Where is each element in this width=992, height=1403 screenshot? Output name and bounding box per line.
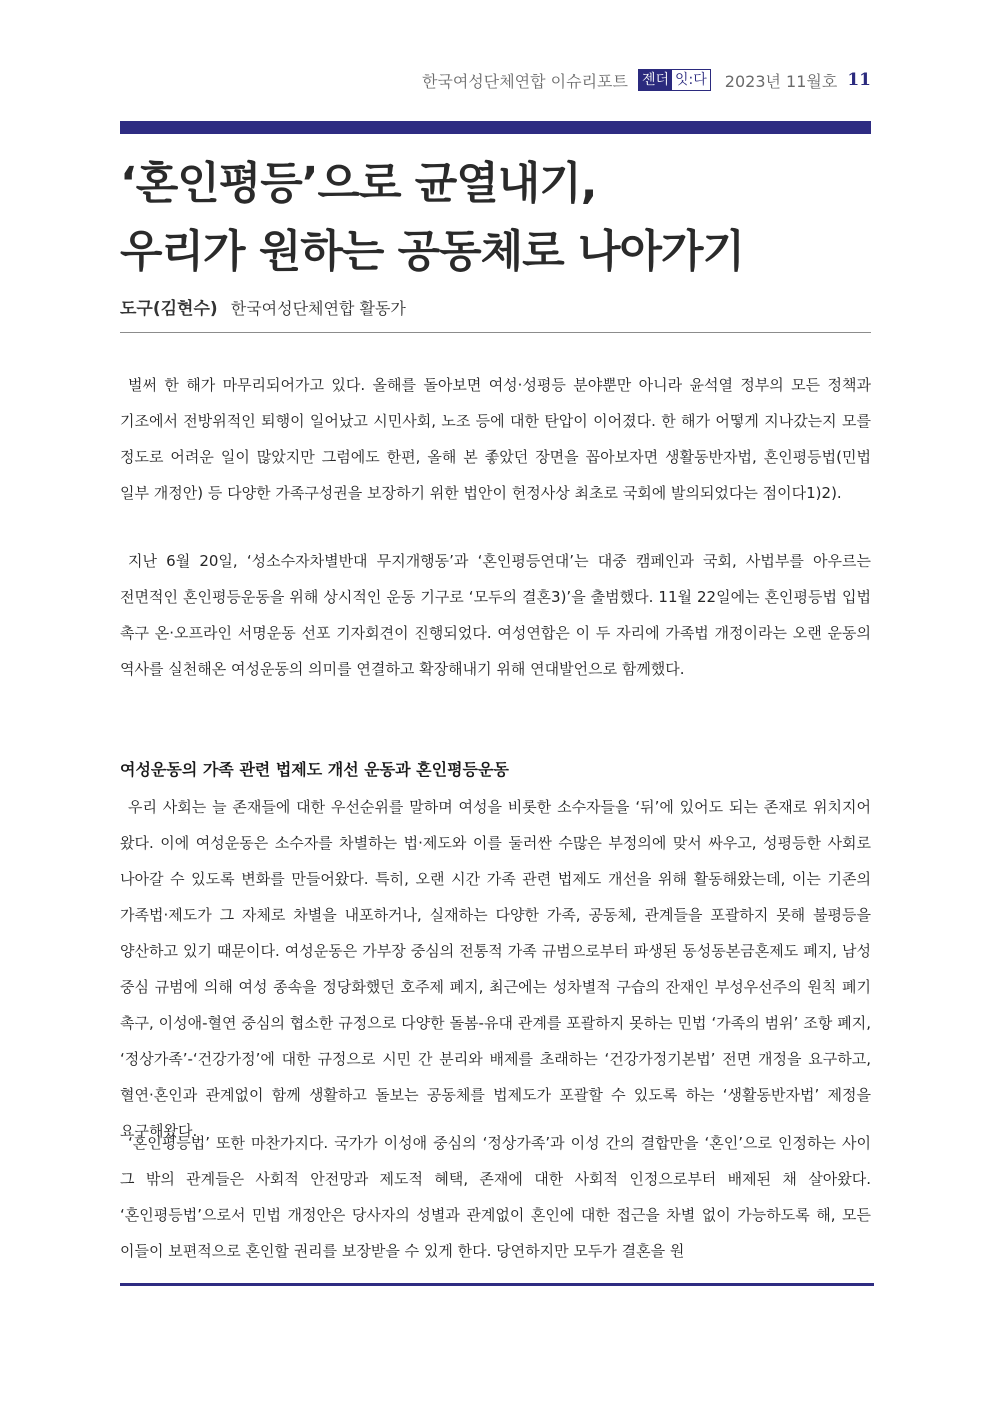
badge-part1: 젠더 [639,70,672,90]
title-line1: ‘혼인평등’으로 균열내기, [120,158,597,209]
paragraph-4 [120,1125,871,1269]
page-title [120,150,880,286]
byline-divider [120,332,871,333]
byline [120,294,406,319]
section-heading: 여성운동의 가족 관련 법제도 개선 운동과 혼인평등운동 [120,760,509,779]
title-top-bar [120,121,871,134]
author-affiliation: 한국여성단체연합 활동가 [230,299,406,318]
paragraph-1 [120,367,871,511]
title-line2: 우리가 원하는 공동체로 나아가기 [120,226,745,277]
page-number: 11 [847,70,871,90]
badge-part2: 잇:다 [675,72,707,88]
paragraph-3 [120,789,871,1149]
header-org: 한국여성단체연합 이슈리포트 [421,71,628,91]
header-date: 2023년 11월호 [724,71,838,91]
paragraph-2 [120,543,871,687]
paragraph-text: ‘혼인평등법’ 또한 마찬가지다. 국가가 이성애 중심의 ‘정상가족’과 이성 간의 결합만을 ‘혼인’으로 인정하는 사이 그 밖의 관계들은 사회적 안전망과 제도적 혜택, 존재에 대한 사회적 인정으로부터 배제된 채 살아왔다. ‘혼인평등법’으로서 민법 개정안은 당사자의 성별과 관계없이 혼인에 대한 접근을 차별 없이 가능하도록 해, 모든 이들이 보편적으로 혼인할 권리를 보장받을 수 있게 한다. 당연하지만 모두가 결혼을 원 [120,1134,871,1260]
paragraph-text: 지난 6월 20일, ‘성소수자차별반대 무지개행동’과 ‘혼인평등연대’는 대중 캠페인과 국회, 사법부를 아우르는 전면적인 혼인평등운동을 위해 상시적인 운동 기구로 ‘모두의 결혼3)’을 출범했다. 11월 22일에는 혼인평등법 입법 촉구 온·오프라인 서명운동 선포 기자회견이 진행되었다. 여성연합은 이 두 자리에 가족법 개정이라는 오랜 운동의 역사를 실천해온 여성운동의 의미를 연결하고 확장해내기 위해 연대발언으로 함께했다. [120,552,871,678]
paragraph-text: 벌써 한 해가 마무리되어가고 있다. 올해를 돌아보면 여성·성평등 분야뿐만 아니라 윤석열 정부의 모든 정책과 기조에서 전방위적인 퇴행이 일어났고 시민사회, 노조 등에 대한 탄압이 이어졌다. 한 해가 어떻게 지나갔는지 모를 정도로 어려운 일이 많았지만 그럼에도 한편, 올해 본 좋았던 장면을 꼽아보자면 생활동반자법, 혼인평등법(민법 일부 개정안) 등 다양한 가족구성권을 보장하기 위한 법안이 헌정사상 최초로 국회에 발의되었다는 점이다1)2). [120,376,871,502]
author-name: 도구(김현수) [120,299,218,319]
running-header [422,66,871,94]
paragraph-text: 우리 사회는 늘 존재들에 대한 우선순위를 말하며 여성을 비롯한 소수자들을 ‘뒤’에 있어도 되는 존재로 위치지어 왔다. 이에 여성운동은 소수자를 차별하는 법·제도와 이를 둘러싼 수많은 부정의에 맞서 싸우고, 성평등한 사회로 나아갈 수 있도록 변화를 만들어왔다. 특히, 오랜 시간 가족 관련 법제도 개선을 위해 활동해왔는데, 이는 기존의 가족법·제도가 그 자체로 차별을 내포하거나, 실재하는 다양한 가족, 공동체, 관계들을 포괄하지 못해 불평등을 양산하고 있기 때문이다. 여성운동은 가부장 중심의 전통적 가족 규범으로부터 파생된 동성동본금혼제도 폐지, 남성 중심 규범에 의해 여성 종속을 정당화했던 호주제 폐지, 최근에는 성차별적 구습의 잔재인 부성우선주의 원칙 폐기 촉구, 이성애-혈연 중심의 협소한 규정으로 다양한 돌봄-유대 관계를 포괄하지 못하는 민법 ‘가족의 범위’ 조항 폐지, ‘정상가족’-‘건강가정’에 대한 규정으로 시민 간 분리와 배제를 초래하는 ‘건강가정기본법’ 전면 개정을 요구하고, 혈연·혼인과 관계없이 함께 생활하고 돌보는 공동체를 법제도가 포괄할 수 있도록 하는 ‘생활동반자법’ 제정을 요구해왔다. [120,798,871,1140]
footer-bar [120,1283,874,1286]
publication-badge [638,69,711,91]
